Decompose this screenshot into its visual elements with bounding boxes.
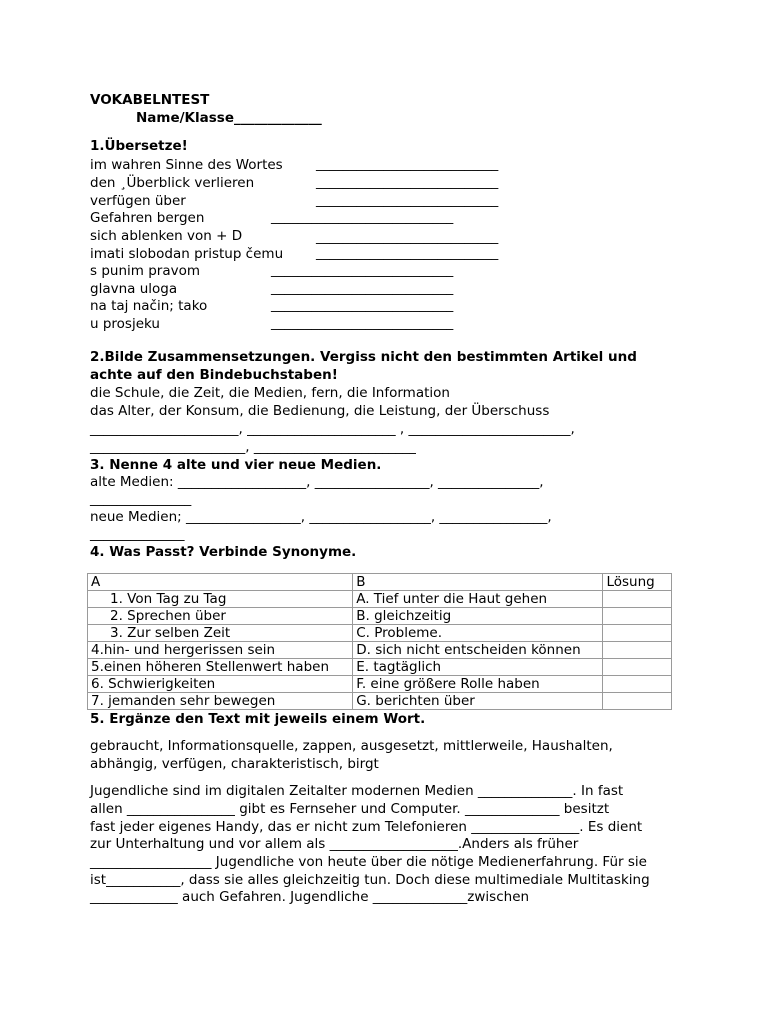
translate-item: im wahren Sinne des Wortes [90, 157, 283, 173]
translate-blank: ___________________________ [271, 209, 454, 225]
section5-words-line2: abhängig, verfügen, charakteristisch, birgt [90, 756, 379, 772]
solution-cell[interactable] [603, 591, 672, 608]
table-header-row [88, 574, 672, 591]
term-b: E. tagtäglich [353, 659, 603, 676]
translate-item: Gefahren bergen [90, 210, 205, 226]
table-row [88, 591, 672, 608]
cloze-line: Jugendliche sind im digitalen Zeitalter modernen Medien ______________. In fast [90, 783, 624, 799]
section2-answer-line2: _______________________, ________________________ [90, 439, 416, 455]
translate-blank: ___________________________ [316, 229, 499, 245]
table-row [88, 625, 672, 642]
translate-blank: ___________________________ [271, 280, 454, 296]
cloze-line: allen ________________ gibt es Fernseher und Computer. ______________ besitzt [90, 801, 610, 817]
translate-blank: ___________________________ [271, 315, 454, 331]
table-row [88, 642, 672, 659]
section2-heading-line2: achte auf den Bindebuchstaben! [90, 367, 338, 383]
test-title: VOKABELNTEST [90, 92, 210, 108]
term-a: 4.hin- und hergerissen sein [88, 642, 353, 659]
column-header-solution: Lösung [603, 574, 672, 591]
term-a: 5.einen höheren Stellenwert haben [88, 659, 353, 676]
term-b: B. gleichzeitig [353, 608, 603, 625]
cloze-line: fast jeder eigenes Handy, das er nicht zum Telefonieren ________________. Es dient [90, 819, 643, 835]
translate-item: imati slobodan pristup čemu [90, 246, 284, 262]
translate-item: na taj način; tako [90, 298, 208, 314]
term-a: 7. jemanden sehr bewegen [88, 693, 353, 710]
translate-item: u prosjeku [90, 316, 160, 332]
solution-cell[interactable] [603, 693, 672, 710]
name-class-line [136, 110, 322, 126]
solution-cell[interactable] [603, 659, 672, 676]
translate-item: den ¸Überblick verlieren [90, 175, 255, 191]
old-media-continuation: _______________ [90, 491, 192, 507]
section4-heading: 4. Was Passt? Verbinde Synonyme. [90, 544, 357, 560]
section5-heading: 5. Ergänze den Text mit jeweils einem Wort. [90, 711, 426, 727]
new-media-continuation: ______________ [90, 526, 185, 542]
section2-words-line1: die Schule, die Zeit, die Medien, fern, die Information [90, 385, 450, 401]
cloze-line: ist___________, dass sie alles gleichzeitig tun. Doch diese multimediale Multitasking [90, 872, 650, 888]
translate-blank: ___________________________ [271, 297, 454, 313]
term-b: A. Tief unter die Haut gehen [353, 591, 603, 608]
term-b: C. Probleme. [353, 625, 603, 642]
term-a: 1. Von Tag zu Tag [88, 591, 353, 608]
term-a: 6. Schwierigkeiten [88, 676, 353, 693]
section2-words-line2: das Alter, der Konsum, die Bedienung, die Leistung, der Überschuss [90, 403, 550, 419]
term-a: 3. Zur selben Zeit [88, 625, 353, 642]
section1-heading: 1.Übersetze! [90, 138, 188, 154]
translate-blank: ___________________________ [271, 262, 454, 278]
solution-cell[interactable] [603, 608, 672, 625]
translate-blank: ___________________________ [316, 245, 499, 261]
solution-cell[interactable] [603, 625, 672, 642]
translate-blank: ___________________________ [316, 174, 499, 190]
section5-words-line1: gebraucht, Informationsquelle, zappen, ausgesetzt, mittlerweile, Haushalten, [90, 738, 613, 754]
translate-item: s punim pravom [90, 263, 200, 279]
translate-blank: ___________________________ [316, 156, 499, 172]
section2-answer-line1: ______________________, ______________________ , ________________________, [90, 421, 575, 437]
term-b: G. berichten über [353, 693, 603, 710]
table-row [88, 608, 672, 625]
section2-heading-line1: 2.Bilde Zusammensetzungen. Vergiss nicht den bestimmten Artikel und [90, 349, 637, 365]
translate-item: glavna uloga [90, 281, 178, 297]
solution-cell[interactable] [603, 642, 672, 659]
term-b: D. sich nicht entscheiden können [353, 642, 603, 659]
name-class-label: Name/Klasse [136, 110, 234, 126]
translate-item: sich ablenken von + D [90, 228, 243, 244]
translate-item: verfügen über [90, 193, 186, 209]
table-row [88, 659, 672, 676]
term-b: F. eine größere Rolle haben [353, 676, 603, 693]
new-media-line: neue Medien; _________________, __________________, ________________, [90, 509, 552, 525]
name-class-blank: _____________ [234, 110, 322, 126]
solution-cell[interactable] [603, 676, 672, 693]
term-a: 2. Sprechen über [88, 608, 353, 625]
section3-heading: 3. Nenne 4 alte und vier neue Medien. [90, 457, 382, 473]
cloze-line: zur Unterhaltung und vor allem als ___________________.Anders als früher [90, 836, 579, 852]
old-media-line: alte Medien: ___________________, _________________, _______________, [90, 474, 544, 490]
table-row [88, 693, 672, 710]
cloze-line: __________________ Jugendliche von heute über die nötige Medienerfahrung. Für sie [90, 854, 647, 870]
translate-blank: ___________________________ [316, 192, 499, 208]
column-header-b: B [353, 574, 603, 591]
synonym-table [87, 573, 672, 710]
column-header-a: A [88, 574, 353, 591]
cloze-line: _____________ auch Gefahren. Jugendliche ______________zwischen [90, 889, 530, 905]
table-row [88, 676, 672, 693]
